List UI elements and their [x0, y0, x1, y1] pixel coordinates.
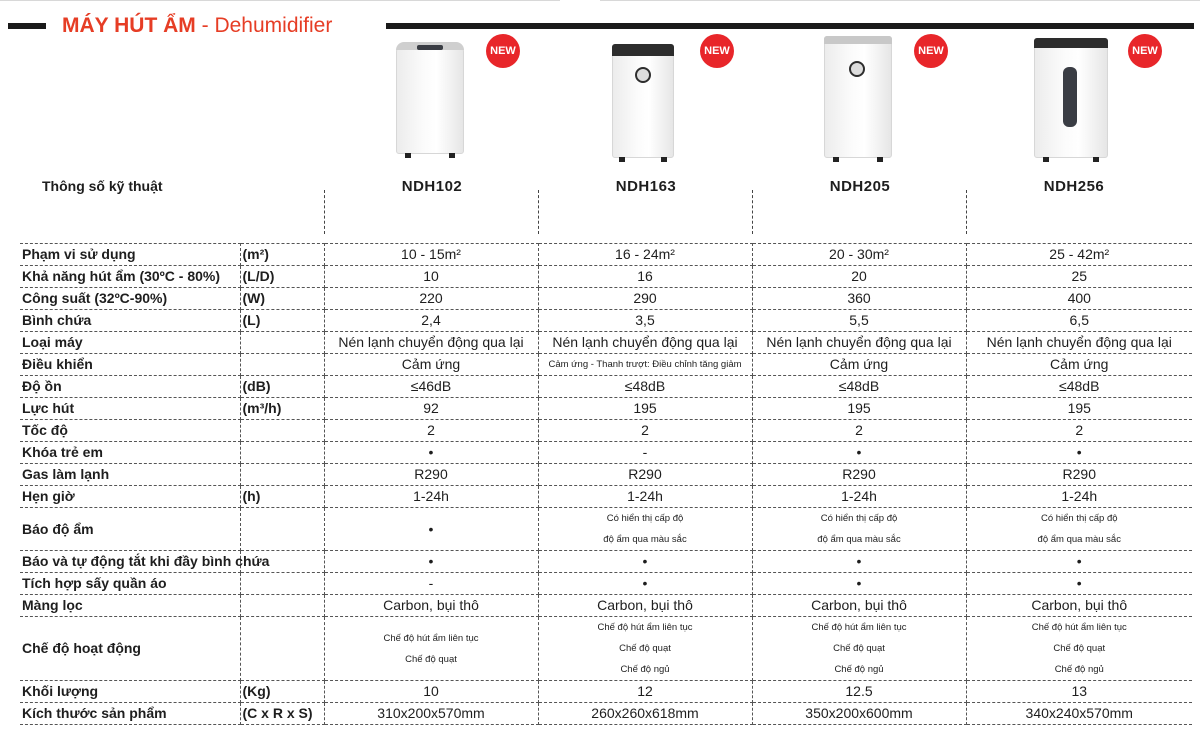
spec-value: 6,5	[966, 310, 1192, 332]
spec-row	[20, 376, 1192, 398]
spec-label: Gas làm lạnh	[20, 464, 240, 486]
spec-value: •	[752, 573, 966, 595]
column-divider	[324, 190, 325, 234]
model-name: NDH205	[829, 178, 891, 195]
product-image-2	[538, 30, 754, 170]
spec-value: •	[966, 551, 1192, 573]
spec-value: Cảm ứng	[324, 354, 538, 376]
spec-row	[20, 573, 1192, 595]
spec-row	[20, 398, 1192, 420]
spec-label: Khối lượng	[20, 681, 240, 703]
spec-value: 2	[752, 420, 966, 442]
spec-row	[20, 486, 1192, 508]
spec-value: Chế độ hút ẩm liên tục Chế độ quạt Chế độ ngủ	[538, 617, 752, 681]
spec-value: 195	[752, 398, 966, 420]
column-divider	[966, 190, 967, 234]
spec-value: •	[324, 442, 538, 464]
spec-value: •	[752, 442, 966, 464]
new-badge: NEW	[914, 34, 948, 68]
spec-value: Carbon, bụi thô	[752, 595, 966, 617]
spec-value: Cảm ứng	[966, 354, 1192, 376]
spec-value: 290	[538, 288, 752, 310]
model-name: NDH102	[401, 178, 463, 195]
spec-label: Độ ồn	[20, 376, 240, 398]
spec-value: •	[538, 573, 752, 595]
dehumidifier-icon	[396, 42, 464, 154]
spec-label: Màng lọc	[20, 595, 240, 617]
spec-value: 310x200x570mm	[324, 703, 538, 725]
spec-unit: (L)	[240, 310, 324, 332]
new-badge: NEW	[700, 34, 734, 68]
product-image-3	[752, 30, 968, 170]
spec-row	[20, 244, 1192, 266]
spec-row	[20, 617, 1192, 681]
spec-value: •	[538, 551, 752, 573]
spec-value: ≤46dB	[324, 376, 538, 398]
spec-unit: (C x R x S)	[240, 703, 324, 725]
spec-unit	[240, 573, 324, 595]
spec-value: R290	[966, 464, 1192, 486]
spec-row	[20, 442, 1192, 464]
spec-value: •	[752, 551, 966, 573]
spec-value: 16	[538, 266, 752, 288]
spec-value: 400	[966, 288, 1192, 310]
spec-unit: (W)	[240, 288, 324, 310]
spec-label: Lực hút	[20, 398, 240, 420]
spec-value: 1-24h	[752, 486, 966, 508]
dehumidifier-icon	[1034, 38, 1108, 158]
spec-label: Bình chứa	[20, 310, 240, 332]
spec-row	[20, 310, 1192, 332]
spec-value: •	[966, 573, 1192, 595]
spec-row	[20, 595, 1192, 617]
model-name: NDH163	[615, 178, 677, 195]
spec-row	[20, 420, 1192, 442]
spec-value: •	[966, 442, 1192, 464]
header-bar-left	[8, 23, 46, 29]
spec-value: ≤48dB	[752, 376, 966, 398]
spec-value: Nén lạnh chuyển động qua lại	[752, 332, 966, 354]
spec-value: 25	[966, 266, 1192, 288]
dehumidifier-icon	[824, 36, 892, 158]
spec-value: 13	[966, 681, 1192, 703]
spec-value: Chế độ hút ẩm liên tục Chế độ quạt Chế độ ngủ	[966, 617, 1192, 681]
spec-value: -	[538, 442, 752, 464]
spec-label: Loại máy	[20, 332, 240, 354]
spec-label: Phạm vi sử dụng	[20, 244, 240, 266]
spec-value: 10	[324, 681, 538, 703]
spec-value: Chế độ hút ẩm liên tục Chế độ quạt Chế độ ngủ	[752, 617, 966, 681]
spec-unit	[240, 508, 324, 551]
spec-unit: (Kg)	[240, 681, 324, 703]
spec-value: 1-24h	[966, 486, 1192, 508]
spec-label: Kích thước sản phẩm	[20, 703, 240, 725]
spec-table-body	[20, 244, 1192, 725]
spec-label: Báo độ ẩm	[20, 508, 240, 551]
spec-value: 20 - 30m²	[752, 244, 966, 266]
spec-value: 5,5	[752, 310, 966, 332]
page-title: MÁY HÚT ẨM - Dehumidifier	[62, 14, 333, 37]
spec-value: 10 - 15m²	[324, 244, 538, 266]
spec-value: 12.5	[752, 681, 966, 703]
model-name: NDH256	[1043, 178, 1105, 195]
spec-value: 1-24h	[538, 486, 752, 508]
spec-value: •	[324, 508, 538, 551]
spec-value: •	[324, 551, 538, 573]
spec-value: Cảm ứng - Thanh trượt: Điều chỉnh tăng giảm	[538, 354, 752, 376]
spec-unit	[240, 354, 324, 376]
spec-value: 20	[752, 266, 966, 288]
spec-value: Nén lạnh chuyển động qua lại	[538, 332, 752, 354]
spec-value: 350x200x600mm	[752, 703, 966, 725]
spec-value: 195	[966, 398, 1192, 420]
spec-value: R290	[752, 464, 966, 486]
dehumidifier-icon	[612, 44, 674, 158]
spec-unit: (dB)	[240, 376, 324, 398]
spec-value: 2	[324, 420, 538, 442]
spec-row	[20, 266, 1192, 288]
spec-row	[20, 551, 1192, 573]
spec-value: Chế độ hút ẩm liên tục Chế độ quạt	[324, 617, 538, 681]
spec-value: 195	[538, 398, 752, 420]
spec-value: 16 - 24m²	[538, 244, 752, 266]
spec-value: 92	[324, 398, 538, 420]
column-divider	[538, 190, 539, 234]
spec-row	[20, 354, 1192, 376]
spec-value: 10	[324, 266, 538, 288]
spec-value: Có hiển thị cấp độ độ ẩm qua màu sắc	[752, 508, 966, 551]
spec-value: 2	[538, 420, 752, 442]
spec-value: Có hiển thị cấp độ độ ẩm qua màu sắc	[966, 508, 1192, 551]
spec-value: 260x260x618mm	[538, 703, 752, 725]
spec-row	[20, 288, 1192, 310]
spec-unit	[240, 464, 324, 486]
spec-label: Công suất (32ºC-90%)	[20, 288, 240, 310]
spec-label: Hẹn giờ	[20, 486, 240, 508]
spec-row	[20, 703, 1192, 725]
spec-value: 12	[538, 681, 752, 703]
spec-value: 1-24h	[324, 486, 538, 508]
spec-table	[20, 243, 1192, 725]
spec-value: Carbon, bụi thô	[538, 595, 752, 617]
spec-label: Tích hợp sấy quần áo	[20, 573, 240, 595]
spec-value: 25 - 42m²	[966, 244, 1192, 266]
spec-label: Báo và tự động tắt khi đầy bình chứa	[20, 551, 240, 573]
spec-value: 340x240x570mm	[966, 703, 1192, 725]
spec-value: R290	[538, 464, 752, 486]
product-image-1	[324, 30, 540, 170]
spec-value: Nén lạnh chuyển động qua lại	[324, 332, 538, 354]
spec-label: Khóa trẻ em	[20, 442, 240, 464]
spec-value: Carbon, bụi thô	[966, 595, 1192, 617]
spec-value: Carbon, bụi thô	[324, 595, 538, 617]
spec-value: 360	[752, 288, 966, 310]
spec-row	[20, 464, 1192, 486]
spec-row	[20, 332, 1192, 354]
spec-value: Cảm ứng	[752, 354, 966, 376]
spec-unit: (L/D)	[240, 266, 324, 288]
spec-unit: (m²)	[240, 244, 324, 266]
column-divider	[752, 190, 753, 234]
spec-value: Có hiển thị cấp độ độ ẩm qua màu sắc	[538, 508, 752, 551]
spec-row	[20, 681, 1192, 703]
spec-unit	[240, 617, 324, 681]
spec-value: 2	[966, 420, 1192, 442]
spec-label: Tốc độ	[20, 420, 240, 442]
spec-value: Nén lạnh chuyển động qua lại	[966, 332, 1192, 354]
product-image-4	[966, 30, 1182, 170]
spec-label: Khả năng hút ẩm (30ºC - 80%)	[20, 266, 240, 288]
spec-value: R290	[324, 464, 538, 486]
spec-unit	[240, 332, 324, 354]
spec-unit: (m³/h)	[240, 398, 324, 420]
spec-label: Chế độ hoạt động	[20, 617, 240, 681]
spec-unit	[240, 420, 324, 442]
spec-value: 220	[324, 288, 538, 310]
spec-value: ≤48dB	[538, 376, 752, 398]
spec-value: ≤48dB	[966, 376, 1192, 398]
spec-row	[20, 508, 1192, 551]
spec-value: -	[324, 573, 538, 595]
spec-heading: Thông số kỹ thuật	[42, 178, 163, 194]
spec-value: 3,5	[538, 310, 752, 332]
new-badge: NEW	[486, 34, 520, 68]
new-badge: NEW	[1128, 34, 1162, 68]
spec-unit: (h)	[240, 486, 324, 508]
header-bar-right	[386, 23, 1194, 29]
spec-label: Điều khiển	[20, 354, 240, 376]
spec-value: 2,4	[324, 310, 538, 332]
spec-unit	[240, 595, 324, 617]
spec-unit	[240, 442, 324, 464]
